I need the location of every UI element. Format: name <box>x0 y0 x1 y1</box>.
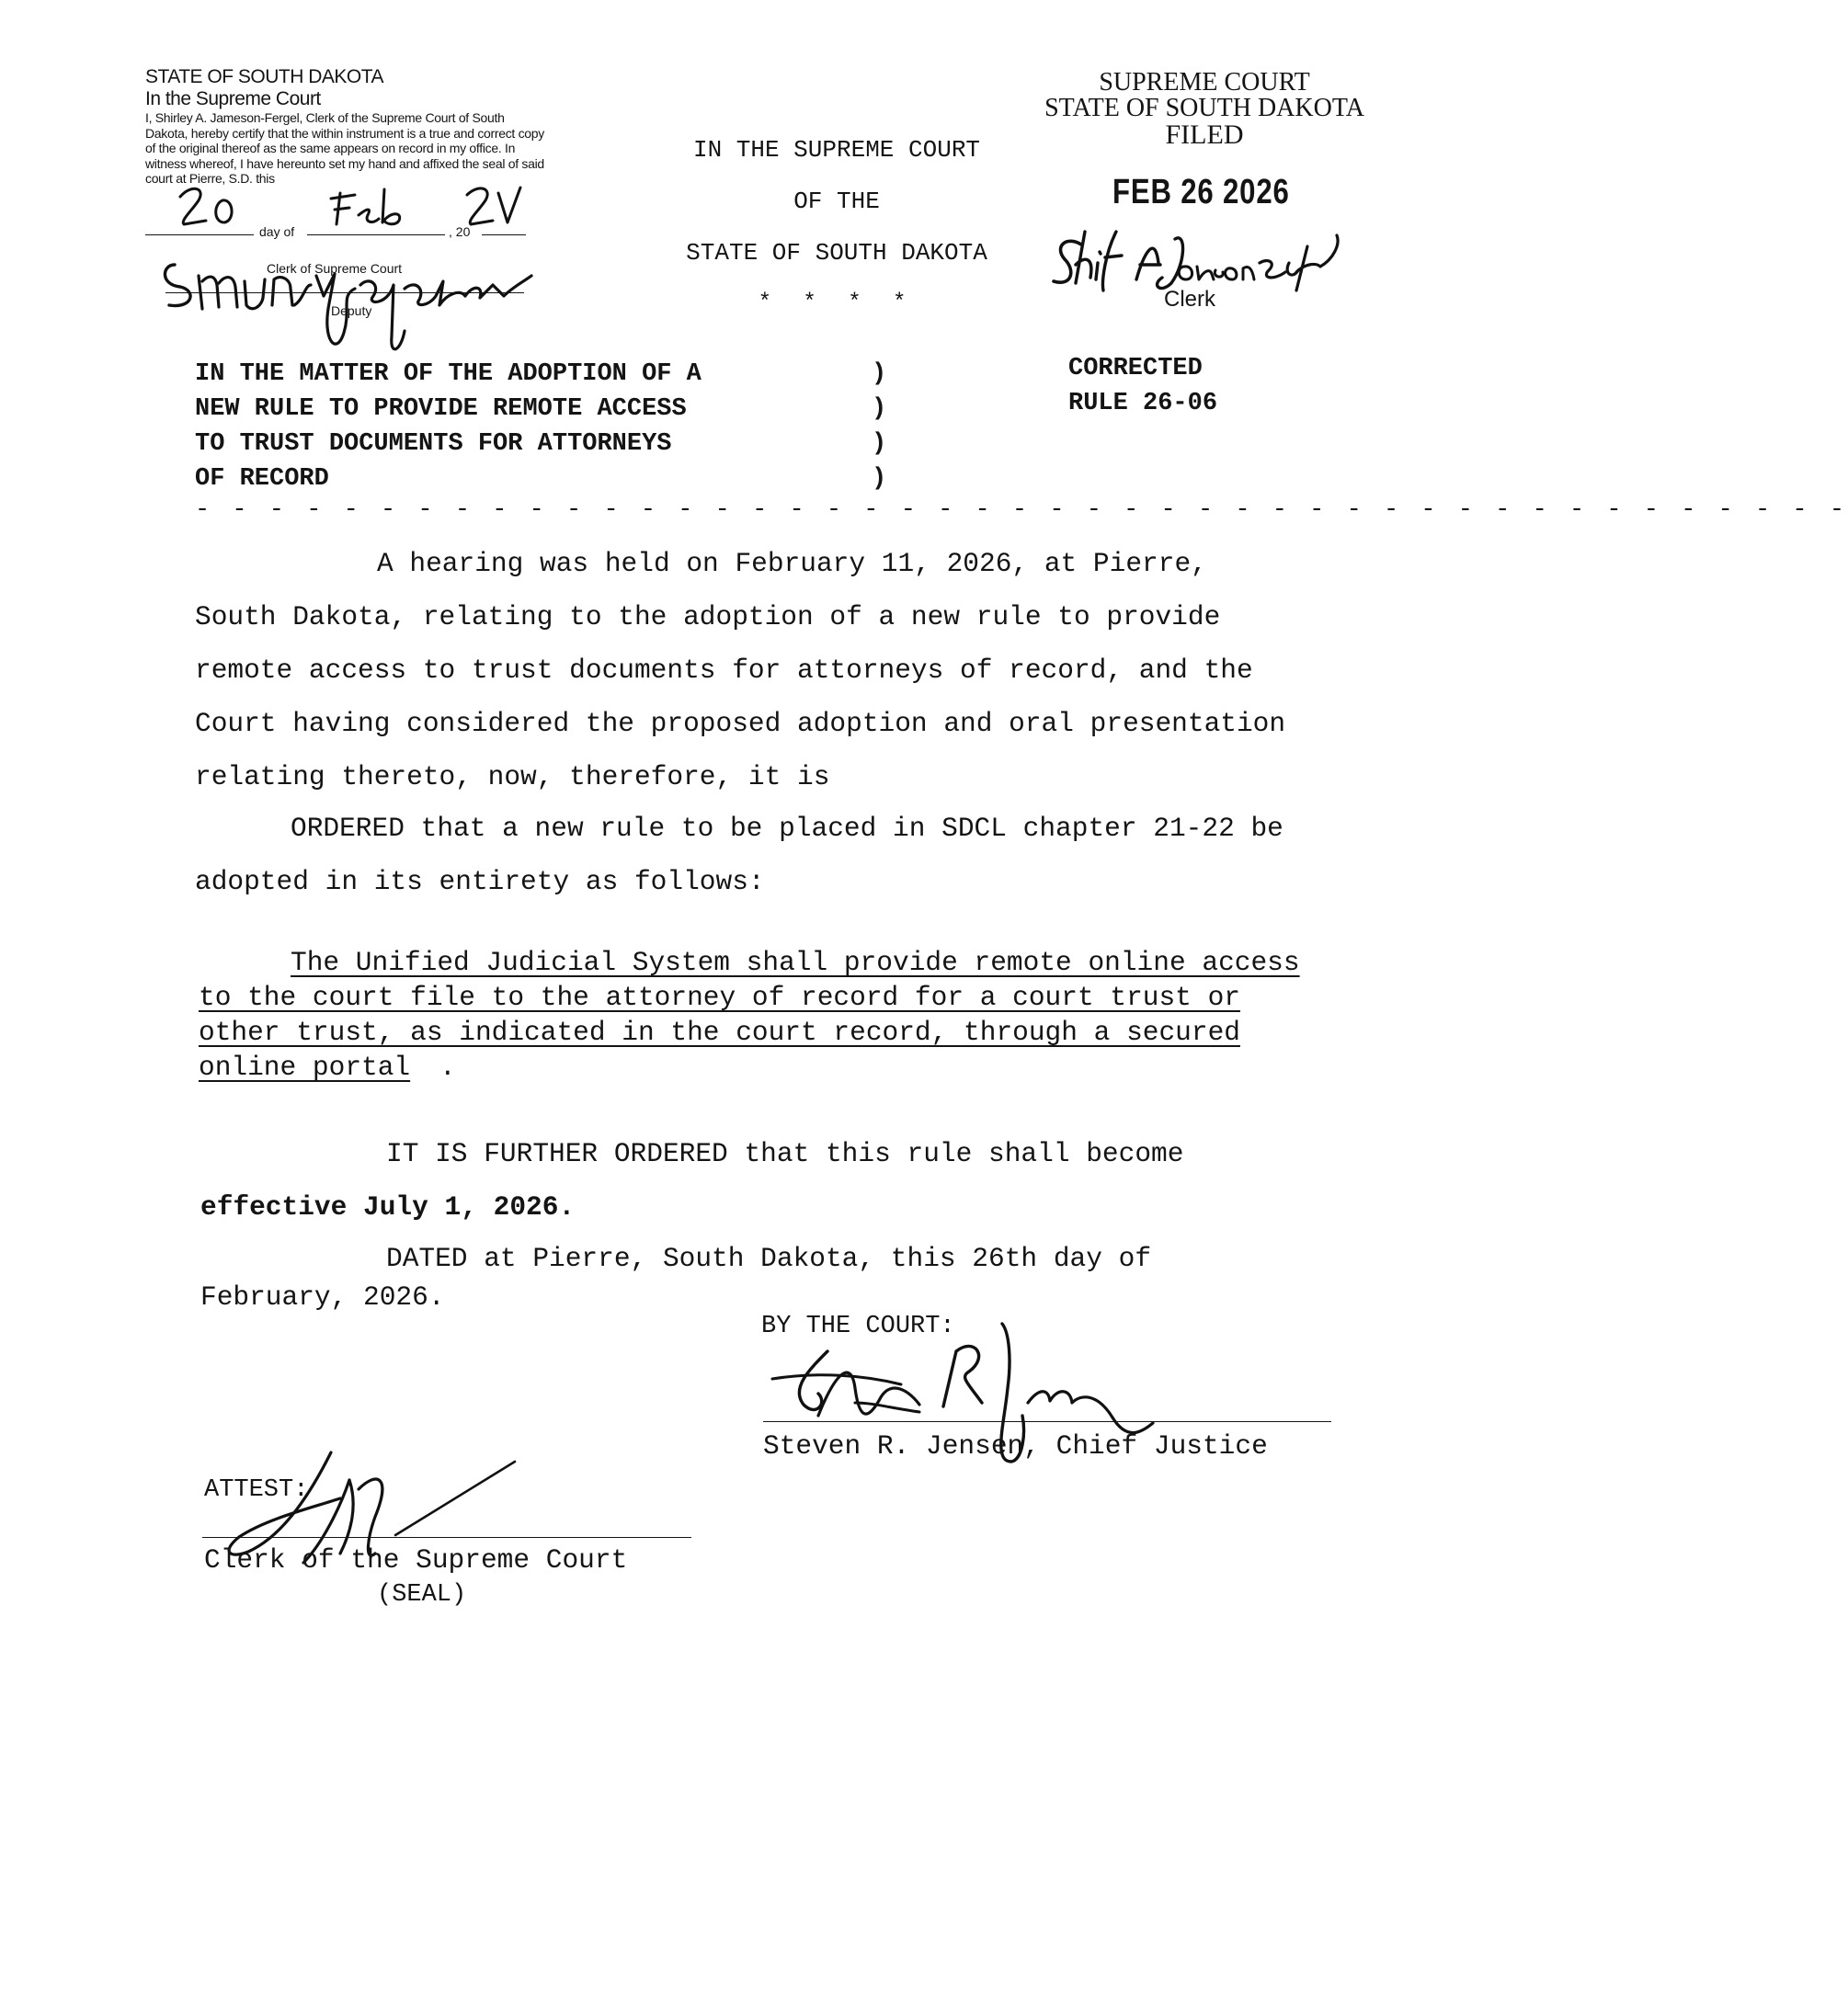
year-prefix-label: , 20 <box>449 224 471 239</box>
chief-justice-signature-line <box>763 1421 1331 1422</box>
court-heading-line2: OF THE <box>793 188 880 215</box>
rule-text-line: online portal <box>199 1052 411 1083</box>
caption-paren: ) <box>872 360 887 388</box>
filed-stamp-line3: FILED <box>1165 120 1244 150</box>
paragraph-line: South Dakota, relating to the adoption of a new rule to provide <box>195 601 1221 632</box>
effective-date-line: effective July 1, 2026. <box>200 1191 576 1223</box>
order-line: adopted in its entirety as follows: <box>195 866 765 897</box>
paragraph-line: remote access to trust documents for attorneys of record, and the <box>195 655 1253 686</box>
rule-text-period: . <box>439 1052 456 1083</box>
filed-clerk-label: Clerk <box>1164 287 1216 312</box>
filed-stamp-line2: STATE OF SOUTH DAKOTA <box>1044 94 1364 122</box>
court-heading-line3: STATE OF SOUTH DAKOTA <box>686 239 987 267</box>
clerk-of-supreme-court-label: Clerk of Supreme Court <box>267 261 403 276</box>
paragraph-line: A hearing was held on February 11, 2026, at Pierre, <box>377 548 1207 579</box>
caption-line: OF RECORD <box>195 465 329 493</box>
deputy-label: Deputy <box>331 303 372 318</box>
filed-stamp-line1: SUPREME COURT <box>1099 68 1310 97</box>
rule-text-line: The Unified Judicial System shall provide remote online access <box>291 947 1300 978</box>
seal-label: (SEAL) <box>377 1581 467 1609</box>
rule-text-line: to the court file to the attorney of record for a court trust or <box>199 982 1240 1013</box>
filed-date: FEB 26 2026 <box>1112 173 1290 211</box>
deputy-clerk-signature <box>156 248 542 359</box>
by-the-court-label: BY THE COURT: <box>761 1313 955 1340</box>
clerk-of-supreme-court-label: Clerk of the Supreme Court <box>204 1544 628 1576</box>
caption-paren: ) <box>872 465 887 493</box>
rule-text-line: other trust, as indicated in the court record, through a secured <box>199 1017 1240 1048</box>
order-line: ORDERED that a new rule to be placed in SDCL chapter 21-22 be <box>291 813 1283 844</box>
clerk-signature-line <box>202 1537 691 1538</box>
day-of-label: day of <box>259 224 295 239</box>
heading-stars: * * * * <box>758 290 916 315</box>
chief-justice-name: Steven R. Jensen, Chief Justice <box>763 1430 1268 1462</box>
attest-label: ATTEST: <box>204 1476 309 1504</box>
certification-state: STATE OF SOUTH DAKOTA <box>145 66 384 87</box>
certification-court: In the Supreme Court <box>145 88 321 109</box>
further-ordered-line: IT IS FURTHER ORDERED that this rule shall become <box>386 1138 1184 1169</box>
paragraph-line: relating thereto, now, therefore, it is <box>195 761 830 792</box>
caption-line: TO TRUST DOCUMENTS FOR ATTORNEYS <box>195 430 672 458</box>
caption-paren: ) <box>872 430 887 458</box>
caption-divider: - - - - - - - - - - - - - - - - - - - - - - - - - - - - - - - - - - - - - - - - - - - - - <box>195 496 1848 524</box>
paragraph-line: Court having considered the proposed adoption and oral presentation <box>195 708 1286 739</box>
caption-paren: ) <box>872 395 887 423</box>
certification-text: I, Shirley A. Jameson-Fergel, Clerk of the Supreme Court of South Dakota, hereby certify that the within instrument is a true and correct copy of the original thereof as the same appears on record in my office. In witness whereof, I have hereunto set my hand and affixed the seal of said court at Pierre, S.D. this <box>145 110 544 187</box>
caption-line: IN THE MATTER OF THE ADOPTION OF A <box>195 360 702 388</box>
dated-line: DATED at Pierre, South Dakota, this 26th day of <box>386 1243 1152 1274</box>
corrected-label: CORRECTED <box>1068 355 1203 382</box>
dated-line: February, 2026. <box>200 1281 445 1313</box>
handwritten-date-signature <box>175 180 524 235</box>
rule-number: RULE 26-06 <box>1068 390 1218 417</box>
caption-line: NEW RULE TO PROVIDE REMOTE ACCESS <box>195 395 687 423</box>
court-heading-line1: IN THE SUPREME COURT <box>692 136 981 164</box>
